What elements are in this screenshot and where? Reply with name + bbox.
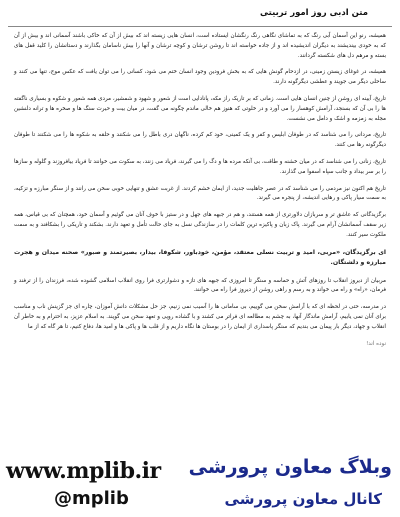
paragraph-8-bold: ای برگزیدگان، «مربی، امید و تربیت نسلی معتقد، مؤمن، خودباور، شکوفا، بیدار، بصیرتمند و صبور» صحنه میدان و هجرت مبارزه و دلشتگان.	[14, 248, 386, 267]
paragraph-9: مربیان از دیروز انقلاب تا روزهای آتش و حماسه و سنگر تا امروزی که جبهه های تازه و دشوارتری فرا روی انقلاب اسلامی گشوده شده، فرزندان را از ترفند و فرمان، «راه» و راه می خواند و به رسم و راهی روشن از دیروز فرا راه می خوانند.	[14, 277, 386, 294]
watermark-handle: @mplib	[54, 488, 129, 509]
closing-line: نوده اند!	[366, 340, 386, 347]
paragraph-3: تاریخ، آیینه ای روشن از چنین انسان هایی است. زمانی که بر تاریک راز مکه، پانادایی است از شعور و شهود و شمشیر، مردی همه شعور و شکوه و بسیاری ناگفته ها را بی آن که بسنجد، آرامش کوهسار را می آورد و در خلوتی که هنوز هم خالی ماندم چگونه می گفت، در میان بیت و حیرت سنگ ها و صخره ها و ترانه دلنشین مجله به زمزمه و اشک و دامل می نشست.	[14, 95, 386, 122]
paragraph-7: برگزیدگانی که عاشق تر و سربازان دلاورتری از همه هستند، و هم در جبهه های جهل و در ستیز با خوف آنان می گوئیم و آسمان خود، همچنان که بی قیاس، همه زیر سقف آسمانشان آرام می گیرند. پاک زبان و پاکیزه ترین کلمات را در سازندگی نسل به جای حالت تأمل و تعهد دارند. بشکند و تاریکی را بشکافند و به سمت ملکوت سیر کنند.	[14, 212, 386, 238]
paragraph-5: تاریخ، زنانی را می شناسد که در میان خشنه و طاقت، بی آنکه مرده ها و دگ را می گیرند، فریاد می زنند، به سکوت می خوانند تا فریاد بیافروزند و گلوله و سازها را بر سر بیداد و جانب سپاه اسفوا می گذارند.	[14, 158, 386, 175]
page-title: متن ادبی روز امور تربیتی	[260, 8, 368, 18]
paragraph-1: همیشه، رنو این آسمان آبی رنگ که به تماشای نگاهی رنگ رنگشان ایستاده است، انسان هایی زیسته اند که بیش از آن که خاکی باشند آسمانی اند و بیش از آن که به خودی بیندیشند به دیگران اندیشیده اند و از جاده خواسته اند تا روشن ترشان و کوچه ترشان و آنها را بیش ناسامان بگذارند و دستانشان را کلید قفل های بسته و مرهم دل های شکسته گردانند.	[14, 33, 386, 59]
paragraph-6: تاریخ هم اکنون نیز مردمی را می شناسد که در عصر جاهلیت جدید، از ایمان خشم کردند. از غربت عشق و تنهایی خوبی سخن می رانند و از سنگر مبارزه و تزکیه، به سمت سیار پاکی و رهایی اندیشه، از پنجره می گیرند.	[14, 185, 386, 202]
watermark-channel: کانال معاون پرورشی	[224, 490, 382, 508]
paragraph-10: در مدرسه، حتی در لحظه ای که با آرامش سخن می گوییم، بی سامانی ها را آسیب نمی زنیم، جز حل مشکلات دانش آموزان، چاره ای جز گزینش ناب و مناسب برای آنان نمی یابیم، آرامش ماندگار آنها، به چشم به مطالعه ای فراتر می کشند و با گشاده رویی و تعهد سخن می گویند. به اسلام عزیز، به احترام و به خاطر آن انقلاب و جهاد، دیگر بار پیمان می بندیم که سنگر پاسداری از ایمان را در بوستان ها نگاه داریم و از قلب ها و پاکی ها و امید ها، دفاع کنیم، تا هر گاه که از ما	[14, 304, 386, 330]
watermark-blog-title: وبلاگ معاون پرورشی	[188, 456, 392, 478]
document-body	[14, 32, 386, 356]
paragraph-4: تاریخ، مردانی را می شناسد که در طوفان ابلیس و کفر و یک کمینی، خود کم کرده، ناگهان دری باطل را می شکنند و حلقه به شکوه ها را می شکنند تا طوفان دیگرگونه رها می کنند.	[14, 132, 386, 149]
document-header	[8, 4, 392, 27]
watermark-url: www.mplib.ir	[6, 458, 161, 484]
paragraph-2: همیشه، در غوغای زیستن زمینی، در ازدحام گونش هایی که به بخش فرودین وجود انسان ختم می شود، کسانی را می توان یافت که عکس موج، تنها می کنند و ساحلی دیگر می جویند و عطشی دیگرگونه دارند.	[14, 69, 386, 86]
